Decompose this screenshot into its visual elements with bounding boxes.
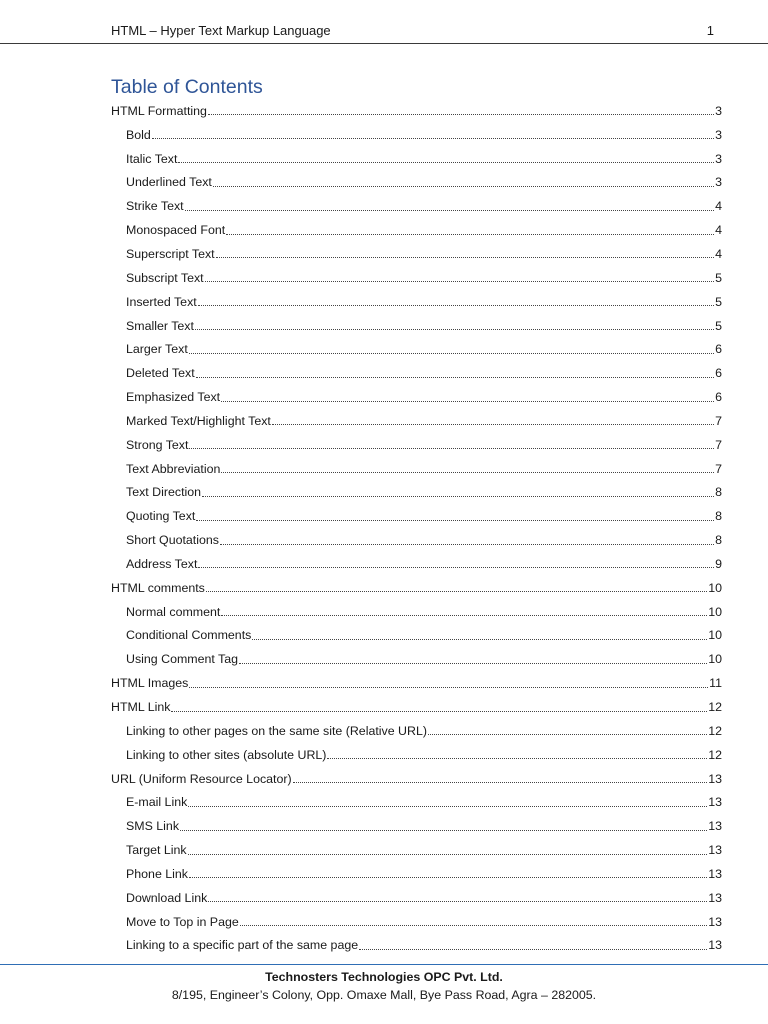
- toc-entry-title: Deleted Text: [126, 366, 195, 381]
- toc-entry-title: Linking to other pages on the same site (Relative URL): [126, 723, 427, 738]
- toc-entry-page: 4: [715, 199, 722, 214]
- dot-leader: [240, 911, 707, 926]
- toc-entry[interactable]: [0, 433, 768, 457]
- toc-entry-title: HTML Images: [111, 676, 189, 691]
- toc-entry[interactable]: [0, 242, 768, 266]
- toc-entry-page: 5: [715, 270, 722, 285]
- toc-entry[interactable]: [0, 886, 768, 910]
- toc-entry-page: 9: [715, 556, 722, 571]
- dot-leader: [221, 458, 714, 473]
- toc-entry-page: 13: [708, 938, 722, 953]
- dot-leader: [221, 387, 714, 402]
- toc-entry-title: SMS Link: [126, 819, 180, 834]
- toc-entry-page: 13: [708, 866, 722, 881]
- dot-leader: [428, 720, 707, 735]
- toc-entry-title: HTML comments: [111, 580, 205, 595]
- page-number: 1: [706, 23, 714, 38]
- dot-leader: [220, 530, 714, 545]
- dot-leader: [189, 339, 714, 354]
- toc-entry[interactable]: [0, 218, 768, 242]
- toc-entry-page: 8: [715, 485, 722, 500]
- dot-leader: [152, 124, 714, 139]
- dot-leader: [226, 220, 714, 235]
- toc-entry-page: 5: [715, 294, 722, 309]
- toc-entry-title: Normal comment: [126, 604, 221, 619]
- toc-entry-page: 6: [715, 366, 722, 381]
- toc-entry[interactable]: [0, 481, 768, 505]
- toc-entry[interactable]: [0, 528, 768, 552]
- toc-entry-page: 3: [715, 151, 722, 166]
- toc-entry-page: 13: [708, 795, 722, 810]
- toc-entry-title: Linking to other sites (absolute URL): [126, 747, 327, 762]
- toc-entry-page: 7: [715, 413, 722, 428]
- dot-leader: [208, 100, 714, 115]
- toc-entry[interactable]: [0, 647, 768, 671]
- toc-entry-title: Superscript Text: [126, 246, 215, 261]
- dot-leader: [205, 267, 715, 282]
- toc-entry-page: 12: [708, 700, 722, 715]
- toc-entry-title: Download Link: [126, 890, 208, 905]
- toc-entry-page: 7: [715, 437, 722, 452]
- toc-entry[interactable]: [0, 719, 768, 743]
- toc-entry-page: 6: [715, 342, 722, 357]
- toc-entry[interactable]: [0, 576, 768, 600]
- toc-entry[interactable]: [0, 266, 768, 290]
- toc-entry-page: 12: [708, 723, 722, 738]
- page-footer: [0, 968, 768, 1004]
- toc-entry-page: 8: [715, 509, 722, 524]
- toc-entry-page: 3: [715, 175, 722, 190]
- toc-entry-page: 10: [708, 604, 722, 619]
- toc-entry-title: Subscript Text: [126, 270, 204, 285]
- table-of-contents: [0, 99, 768, 957]
- toc-entry-page: 3: [715, 127, 722, 142]
- toc-entry-page: 10: [708, 628, 722, 643]
- toc-entry[interactable]: [0, 361, 768, 385]
- toc-entry-page: 13: [708, 819, 722, 834]
- toc-entry-title: Strike Text: [126, 199, 184, 214]
- toc-entry[interactable]: [0, 934, 768, 958]
- toc-entry-page: 13: [708, 771, 722, 786]
- toc-entry-title: Target Link: [126, 843, 187, 858]
- header-divider: [0, 43, 768, 44]
- toc-heading: Table of Contents: [111, 76, 263, 98]
- toc-entry-title: Italic Text: [126, 151, 178, 166]
- document-title: HTML – Hyper Text Markup Language: [111, 23, 331, 38]
- toc-entry-page: 6: [715, 390, 722, 405]
- toc-entry-page: 12: [708, 747, 722, 762]
- toc-entry-page: 10: [708, 652, 722, 667]
- toc-entry-title: Monospaced Font: [126, 223, 226, 238]
- dot-leader: [208, 887, 707, 902]
- dot-leader: [180, 816, 707, 831]
- toc-entry-page: 13: [708, 843, 722, 858]
- toc-entry[interactable]: [0, 767, 768, 791]
- toc-entry-title: Phone Link: [126, 866, 189, 881]
- toc-entry-title: Marked Text/Highlight Text: [126, 413, 271, 428]
- toc-entry[interactable]: [0, 290, 768, 314]
- toc-entry-title: Strong Text: [126, 437, 189, 452]
- dot-leader: [198, 553, 714, 568]
- toc-entry-title: E-mail Link: [126, 795, 188, 810]
- dot-leader: [213, 172, 714, 187]
- toc-entry[interactable]: [0, 409, 768, 433]
- toc-entry[interactable]: [0, 504, 768, 528]
- toc-entry-page: 3: [715, 103, 722, 118]
- toc-entry[interactable]: [0, 624, 768, 648]
- toc-entry-title: Linking to a specific part of the same page: [126, 938, 359, 953]
- toc-entry-page: 13: [708, 914, 722, 929]
- dot-leader: [188, 792, 707, 807]
- dot-leader: [359, 935, 707, 950]
- toc-entry[interactable]: [0, 790, 768, 814]
- toc-entry-page: 11: [709, 676, 722, 691]
- toc-entry-page: 7: [715, 461, 722, 476]
- toc-entry[interactable]: [0, 337, 768, 361]
- toc-entry-page: 5: [715, 318, 722, 333]
- toc-entry-title: Emphasized Text: [126, 390, 221, 405]
- dot-leader: [198, 291, 714, 306]
- toc-entry[interactable]: [0, 147, 768, 171]
- dot-leader: [189, 434, 714, 449]
- dot-leader: [188, 840, 708, 855]
- toc-entry[interactable]: [0, 171, 768, 195]
- toc-entry[interactable]: [0, 314, 768, 338]
- dot-leader: [185, 196, 714, 211]
- dot-leader: [327, 744, 707, 759]
- toc-entry-title: HTML Link: [111, 700, 171, 715]
- toc-entry-title: Inserted Text: [126, 294, 197, 309]
- toc-entry-title: Address Text: [126, 556, 198, 571]
- toc-entry-title: Using Comment Tag: [126, 652, 239, 667]
- toc-entry[interactable]: [0, 671, 768, 695]
- dot-leader: [171, 697, 707, 712]
- toc-entry-title: URL (Uniform Resource Locator): [111, 771, 292, 786]
- dot-leader: [272, 410, 714, 425]
- page-header: [111, 22, 714, 40]
- toc-entry-title: Quoting Text: [126, 509, 196, 524]
- toc-entry-page: 10: [708, 580, 722, 595]
- toc-entry-page: 13: [708, 890, 722, 905]
- dot-leader: [195, 315, 714, 330]
- toc-entry[interactable]: [0, 385, 768, 409]
- dot-leader: [202, 482, 714, 497]
- dot-leader: [189, 863, 707, 878]
- footer-address: 8/195, Engineer’s Colony, Opp. Omaxe Mall, Bye Pass Road, Agra – 282005.: [171, 988, 597, 1002]
- toc-entry-title: Move to Top in Page: [126, 914, 239, 929]
- toc-entry-title: Smaller Text: [126, 318, 194, 333]
- toc-entry-title: Bold: [126, 127, 151, 142]
- dot-leader: [252, 625, 707, 640]
- dot-leader: [221, 601, 707, 616]
- toc-entry-page: 4: [715, 246, 722, 261]
- toc-entry[interactable]: [0, 600, 768, 624]
- dot-leader: [293, 768, 708, 783]
- toc-entry-title: HTML Formatting: [111, 103, 207, 118]
- toc-entry[interactable]: [0, 838, 768, 862]
- toc-entry[interactable]: [0, 743, 768, 767]
- toc-entry-page: 4: [715, 223, 722, 238]
- dot-leader: [239, 649, 707, 664]
- footer-divider: [0, 964, 768, 965]
- toc-entry[interactable]: [0, 862, 768, 886]
- toc-entry[interactable]: [0, 814, 768, 838]
- dot-leader: [196, 506, 714, 521]
- toc-entry[interactable]: [0, 194, 768, 218]
- toc-entry-title: Text Abbreviation: [126, 461, 221, 476]
- toc-entry-page: 8: [715, 533, 722, 548]
- toc-entry[interactable]: [0, 910, 768, 934]
- dot-leader: [178, 148, 714, 163]
- dot-leader: [189, 673, 708, 688]
- toc-entry-title: Short Quotations: [126, 533, 219, 548]
- dot-leader: [196, 363, 714, 378]
- toc-entry[interactable]: [0, 695, 768, 719]
- toc-entry-title: Larger Text: [126, 342, 188, 357]
- toc-entry[interactable]: [0, 99, 768, 123]
- dot-leader: [216, 243, 714, 258]
- toc-entry-title: Text Direction: [126, 485, 202, 500]
- toc-entry[interactable]: [0, 123, 768, 147]
- toc-entry-title: Conditional Comments: [126, 628, 252, 643]
- toc-entry-title: Underlined Text: [126, 175, 212, 190]
- toc-entry[interactable]: [0, 552, 768, 576]
- dot-leader: [206, 577, 707, 592]
- toc-entry[interactable]: [0, 457, 768, 481]
- footer-company: Technosters Technologies OPC Pvt. Ltd.: [265, 970, 503, 984]
